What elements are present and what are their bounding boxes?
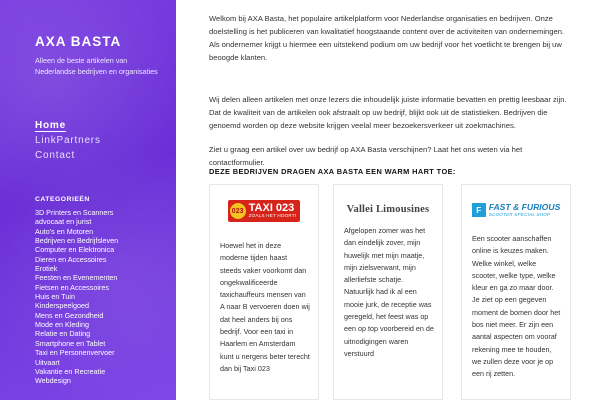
nav-item-contact[interactable]: Contact [35, 150, 76, 161]
company-card-vallei-limousines[interactable] [333, 184, 443, 400]
taxi023-badge [228, 200, 301, 222]
vallei-limousines-description: Afgelopen zomer was het dan eindelijk zover, mijn huwelijk met mijn maatje, mijn zielsverwant, mijn allerliefste schatje. Natuurlijk had ik al een mooie jurk, de receptie was geregeld, het feest was op een op top voorbereid en de uitnodigingen waren verstuurd [344, 226, 434, 358]
intro-paragraph-2: Wij delen alleen artikelen met onze lezers die inhoudelijk juiste informatie bevatten en prettig leesbaar zijn. Dat de kwaliteit van de artikelen ook afstraalt op uw bedrijf, blijkt ook uit de statistieken. Bedrijven die genoemd worden op deze website krijgen veelal meer bezoekersverkeer uit zoekmachines. [209, 95, 567, 130]
category-link[interactable]: Mode en Kleding [35, 320, 89, 330]
category-link[interactable]: Vakantie en Recreatie [35, 366, 106, 376]
company-card-taxi023[interactable] [209, 184, 319, 400]
taxi023-logo-subtitle: ZOALS HET HOORT! [248, 213, 297, 219]
fast-furious-logo[interactable] [462, 198, 570, 222]
sidebar [0, 0, 176, 400]
category-link[interactable]: Smartphone en Tablet [35, 338, 106, 348]
taxi023-emblem-icon: 023 [230, 203, 246, 219]
active-underline [35, 131, 66, 132]
category-link[interactable]: Huis en Tuin [35, 292, 75, 302]
taxi023-description: Hoewel het in deze moderne tijden haast steeds vaker voorkomt dan ongekwalificeerde taxichauffeurs mensen van A naar B vervoeren doen wij dat heel anders bij ons bedrijf. Voor een taxi in Haarlem en Amsterdam kunt u nergens beter terecht dan bij Taxi 023 [220, 241, 310, 373]
category-link[interactable]: Relatie en Dating [35, 329, 91, 339]
vallei-limousines-logo-text: Vallei Limousines [346, 203, 430, 215]
taxi023-logo[interactable] [210, 199, 318, 223]
fast-furious-logo-group [472, 203, 561, 217]
category-link[interactable]: Bedrijven en Bedrijfsleven [35, 236, 119, 246]
categories-heading: CATEGORIEËN [35, 196, 90, 203]
category-link[interactable]: Erotiek [35, 264, 58, 274]
category-link[interactable]: 3D Printers en Scanners [35, 208, 114, 217]
category-link[interactable]: Feesten en Evenementen [35, 273, 118, 283]
main-navigation [35, 119, 101, 164]
intro-paragraph-1: Welkom bij AXA Basta, het populaire artikelplatform voor Nederlandse organisaties en bedrijven. Onze doelstelling is het publiceren van kwalitatief hoogstaande content over de activiteiten van ondernemingen. Als ondernemer krijgt u hiermee een uitstekend podium om uw bedrijf voor het voetlicht te brengen bij uw beoogde klanten. [209, 14, 565, 62]
category-link[interactable]: Dieren en Accessoires [35, 254, 107, 264]
category-link[interactable]: Uitvaart [35, 357, 60, 367]
category-link[interactable]: Mens en Gezondheid [35, 310, 104, 320]
sponsors-heading: DEZE BEDRIJVEN DRAGEN AXA BASTA EEN WARM HART TOE: [209, 167, 456, 176]
category-link[interactable]: Kinderspeelgoed [35, 301, 89, 311]
fast-furious-logo-subtitle: SCOOTER SPECIAL SHOP [488, 211, 551, 217]
category-link[interactable]: Computer en Elektronica [35, 245, 115, 255]
category-link[interactable]: Taxi en Personenvervoer [35, 348, 115, 358]
fast-furious-description: Een scooter aanschaffen online is keuzes maken. Welke winkel, welke scooter, welke type, welke kleur en ga zo maar door. Je ziet op een gegeven moment de bomen door het bos niet meer. Er zijn een aantal aspecten om vooraf rekening mee te houden, we zullen deze voor je op een rij zetten. [472, 234, 561, 379]
category-link[interactable]: Fietsen en Accessoires [35, 282, 109, 292]
nav-item-home-label: Home [35, 120, 66, 131]
category-link[interactable]: advocaat en jurist [35, 217, 92, 227]
company-card-fast-furious[interactable] [461, 184, 571, 400]
taxi023-logo-title: TAXI 023 [248, 202, 295, 215]
site-title[interactable]: AXA BASTA [35, 34, 122, 49]
categories-list [35, 208, 118, 386]
site-description: Alleen de beste artikelen van Nederlandse bedrijven en organisaties [35, 56, 158, 76]
category-link[interactable]: Auto's en Motoren [35, 226, 94, 236]
intro-paragraph-3: Ziet u graag een artikel over uw bedrijf op AXA Basta verschijnen? Laat het ons weten via het contactformulier. [209, 145, 523, 167]
vallei-limousines-logo[interactable] [334, 197, 442, 221]
nav-item-linkpartners[interactable]: LinkPartners [35, 135, 101, 146]
nav-item-home[interactable] [35, 119, 101, 134]
fast-furious-logo-title: FAST & FURIOUS [488, 202, 561, 213]
fast-furious-mark-icon: F [472, 203, 486, 217]
category-link[interactable]: Webdesign [35, 376, 71, 386]
